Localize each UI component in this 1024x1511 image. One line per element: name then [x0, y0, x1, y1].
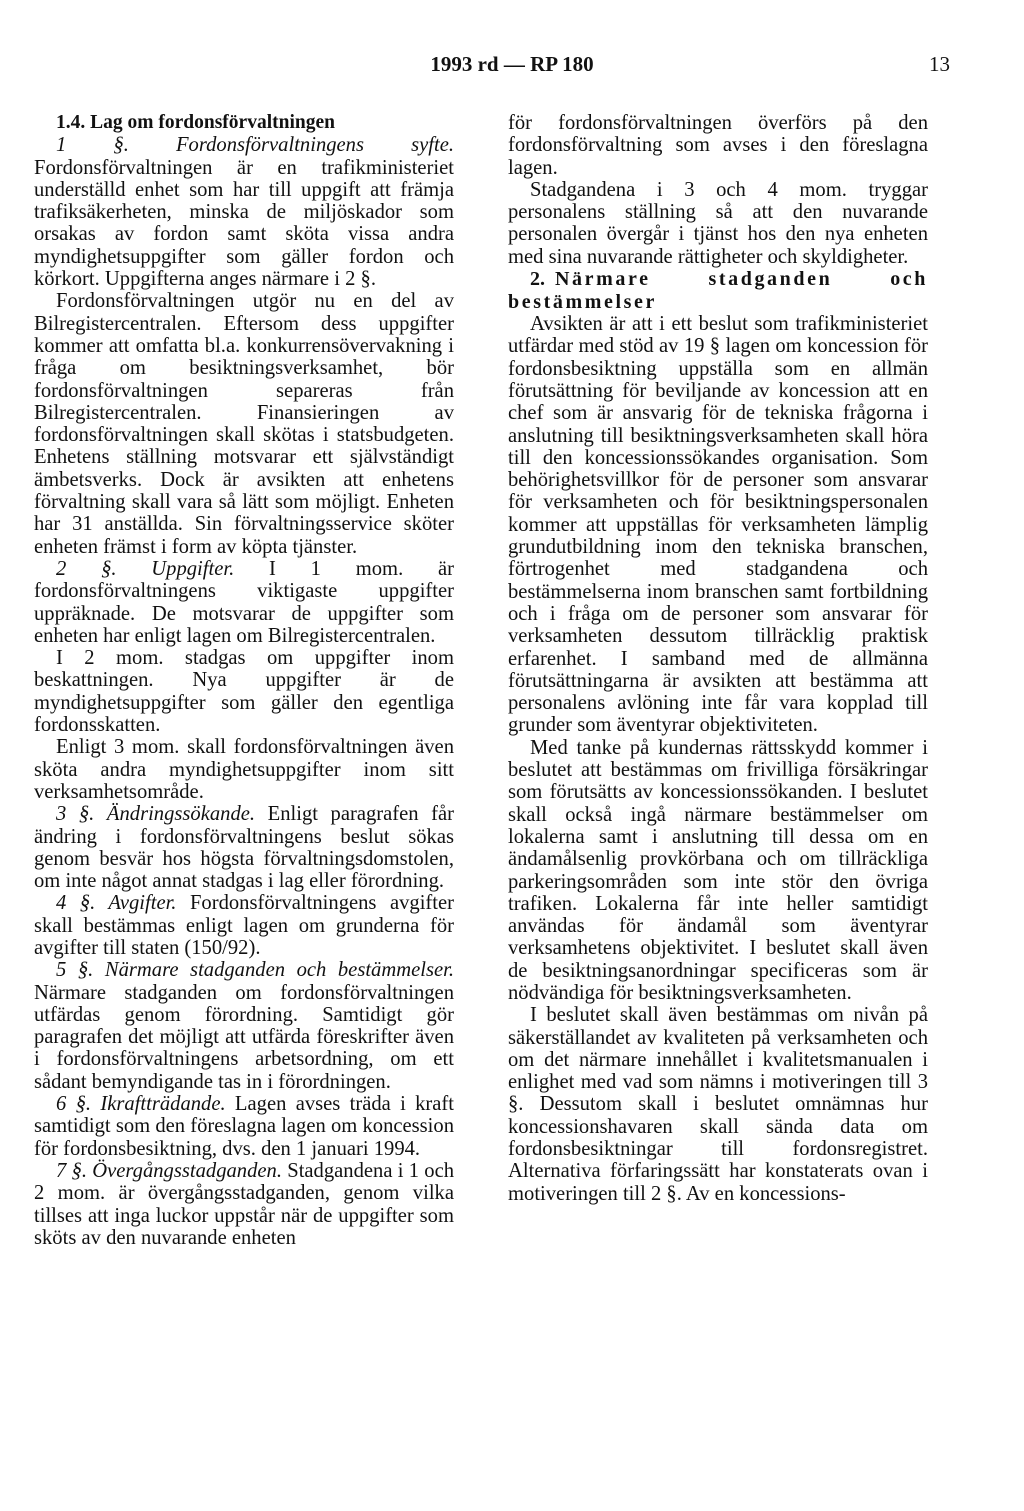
- paragraph: Stadgandena i 3 och 4 mom. tryggar personalens ställning så att den nuvarande personalen övergår i tjänst hos den nya enheten med sina nuvarande rättigheter och skyldigheter.: [508, 178, 928, 268]
- paragraph: Med tanke på kundernas rättsskydd kommer i beslutet att bestämmas om frivilliga försäkringar som förutsätts av koncessionssökanden. I beslutet skall också ingå närmare bestämmelser om lokalerna samt i anslutning till dessa om en ändamålsenlig provkörbana och om tillräckliga parkeringsområden som inte stör den övriga trafiken. Lokalerna får inte heller samtidigt användas för ändamål som äventyrar verksamhetens objektivitet. I beslutet skall även de besiktningsanordningar specificeras som är nödvändiga för besiktningsverksamheten.: [508, 736, 928, 1004]
- paragraph-text: I 1 mom. är fordonsförvaltningens viktigaste uppgifter uppräknade. De motsvarar de uppgifter som enheten har enligt lagen om Bilregistercentralen.: [34, 557, 454, 647]
- paragraph: [34, 1093, 454, 1160]
- section-number: 2.: [530, 268, 545, 291]
- paragraph: I beslutet skall även bestämmas om nivån på säkerställandet av kvaliteten på verksamheten och om det närmare innehållet i kvalitetsmanualen i enlighet med vad som nämns i motiveringen till 3 §. Dessutom skall i beslutet omnämnas hur koncessionshavaren skall sända data om fordonsbesiktningar till fordonsregistret. Alternativa förfaringssätt har konstaterats ovan i motiveringen till 2 §. Av en koncessions-: [508, 1004, 928, 1205]
- paragraph-lead: 5 §. Närmare stadganden och bestämmelser.: [56, 959, 454, 982]
- page-number: 13: [929, 52, 950, 76]
- paragraph-text: Närmare stadganden om fordonsförvaltningen utfärdas genom förordning. Samtidigt gör paragrafen det möjligt att utfärda föreskrifter även i fordonsförvaltningens arbetsordning, om ett sådant bemyndigande tas in i förordningen.: [34, 981, 454, 1093]
- right-column: [508, 112, 928, 1205]
- section-title: Närmare stadganden och bestämmelser: [508, 268, 928, 313]
- paragraph-lead: 1 §. Fordonsförvaltningens syfte.: [56, 134, 454, 157]
- section-heading: [508, 268, 928, 313]
- paragraph-lead: 6 §. Ikraftträdande.: [56, 1093, 226, 1116]
- paragraph-lead: 4 §. Avgifter.: [56, 892, 177, 915]
- paragraph: [34, 1160, 454, 1249]
- paragraph-lead: 2 §. Uppgifter.: [56, 557, 235, 580]
- running-header: 1993 rd — RP 180: [430, 52, 594, 76]
- paragraph: [34, 558, 454, 647]
- paragraph-text: Fordonsförvaltningens avgifter skall bestämmas enligt lagen om grunderna för avgifter till staten (150/92).: [34, 892, 454, 959]
- paragraph: [34, 134, 454, 290]
- paragraph: [34, 892, 454, 959]
- section-heading: 1.4. Lag om fordonsförvaltningen: [56, 112, 335, 133]
- paragraph: Avsikten är att i ett beslut som trafikministeriet utfärdar med stöd av 19 § lagen om koncession för fordonsbesiktning uppställa som en allmän förutsättning för beviljande av koncession att en chef som är ansvarig för de tekniska frågorna i anslutning till besiktningsverksamheten skall höra till den koncessionssökandes organisation. Som behörighetsvillkor för de personer som ansvarar för verksamheten och för besiktningspersonalen kommer att uppställas för verksamheten lämplig grundutbildning inom den tekniska branschen, förtrogenhet med stadgandena och bestämmelserna inom branschen samt fortbildning och i fråga om de personer som ansvarar för verksamheten dessutom tillräcklig praktisk erfarenhet. I samband med de allmänna förutsättningarna är avsikten att bestämma att personalens avlöning inte får vara kopplad till grunder som äventyrar objektiviteten.: [508, 313, 928, 737]
- paragraph: [34, 803, 454, 892]
- paragraph-lead: 7 §. Övergångsstadganden.: [56, 1159, 282, 1182]
- paragraph: Enligt 3 mom. skall fordonsförvaltningen även sköta andra myndighetsuppgifter inom sitt verksamhetsområde.: [34, 736, 454, 803]
- paragraph-continued: för fordonsförvaltningen överförs på den fordonsförvaltning som avses i den föreslagna lagen.: [508, 112, 928, 179]
- paragraph: I 2 mom. stadgas om uppgifter inom beskattningen. Nya uppgifter är de myndighetsuppgifter som gäller den egentliga fordonsskatten.: [34, 647, 454, 737]
- paragraph-text: Enligt paragrafen får ändring i fordonsförvaltningens beslut sökas genom besvär hos högsta förvaltningsdomstolen, om inte något annat stadgas i lag eller förordning.: [34, 803, 454, 893]
- paragraph: [34, 959, 454, 1093]
- paragraph: Fordonsförvaltningen utgör nu en del av Bilregistercentralen. Eftersom dess uppgifter kommer att omfatta bl.a. konkurrensövervakning i fråga om besiktningsverksamhet, bör fordonsförvaltningen separeras från Bilregistercentralen. Finansieringen av fordonsförvaltningen skall skötas i statsbudgeten. Enhetens ställning motsvarar ett självständigt ämbetsverks. Dock är avsikten att enhetens förvaltning skall vara så lätt som möjligt. Enheten har 31 anställda. Sin förvaltningsservice sköter enheten främst i form av köpta tjänster.: [34, 290, 454, 558]
- paragraph-lead: 3 §. Ändringssökande.: [56, 803, 256, 826]
- left-column: [34, 112, 454, 1249]
- paragraph-text: Lagen avses träda i kraft samtidigt som den föreslagna lagen om koncession för fordonsbesiktning, dvs. den 1 januari 1994.: [34, 1093, 454, 1160]
- paragraph-text: Fordonsförvaltningen är en trafikministeriet underställd enhet som har till uppgift att främja trafiksäkerheten, minska de miljöskador som orsakas av fordon samt sköta vissa andra myndighetsuppgifter som gäller fordon och körkort. Uppgifterna anges närmare i 2 §.: [34, 156, 454, 291]
- paragraph-text: Stadgandena i 1 och 2 mom. är övergångsstadganden, genom vilka tillses att inga luckor uppstår när de uppgifter som sköts av den nuvarande enheten: [34, 1159, 454, 1249]
